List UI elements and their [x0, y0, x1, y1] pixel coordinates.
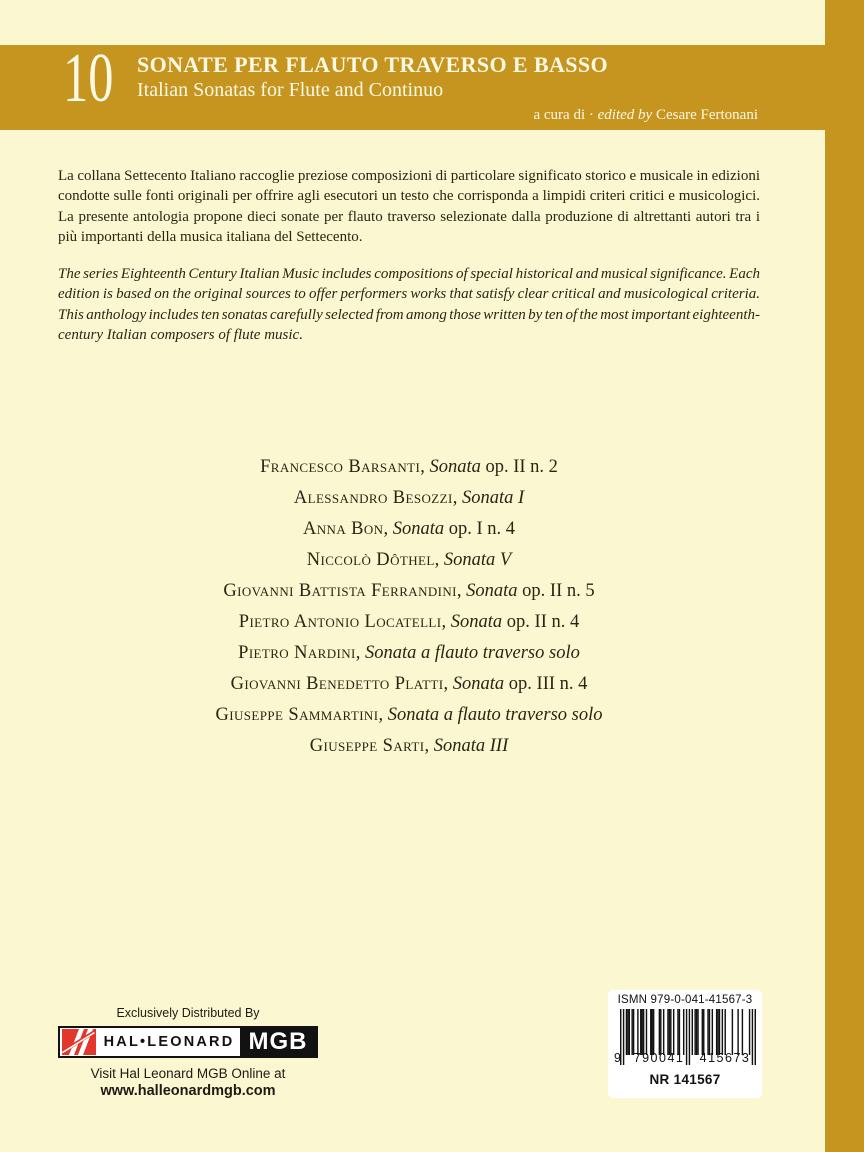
- work-title-italic: Sonata a flauto traverso solo: [387, 705, 603, 725]
- composer-name: Giuseppe Sammartini: [215, 705, 379, 725]
- visit-line: Visit Hal Leonard MGB Online at: [90, 1066, 286, 1081]
- work-title-italic: Sonata: [450, 612, 503, 632]
- work-title-italic: Sonata: [452, 674, 505, 694]
- credit-prefix: a cura di ·: [533, 107, 598, 123]
- work-title-italic: Sonata I: [461, 488, 525, 508]
- catalog-number: NR 141567: [649, 1072, 721, 1087]
- paragraph-line: The series Eighteenth Century Italian Music includes compositions of special historical and musical significance. Each: [58, 266, 760, 282]
- edition-number: 10: [63, 40, 114, 117]
- work-item: Niccolò Dôthel, Sonata V: [306, 550, 512, 570]
- work-item: Pietro Nardini, Sonata a flauto traverso solo: [238, 643, 580, 663]
- work-title-italic: Sonata: [429, 457, 481, 477]
- paragraph-line: edition is based on the original sources to offer performers works that satisfy clear critical and musicological criteria.: [58, 286, 760, 303]
- work-title-roman: op. III n. 4: [504, 674, 588, 694]
- composer-name: Anna Bon: [302, 519, 384, 539]
- composer-name: Giovanni Battista Ferrandini: [223, 581, 457, 601]
- credit-editor-name: Cesare Fertonani: [652, 107, 758, 123]
- work-title-roman: op. II n. 2: [480, 457, 558, 477]
- work-title-italic: Sonata: [392, 519, 445, 539]
- work-item: Giovanni Benedetto Platti, Sonata op. III n. 4: [230, 674, 588, 694]
- work-item: Giovanni Battista Ferrandini, Sonata op. II n. 5: [223, 581, 595, 601]
- credit-edited-by: edited by: [597, 107, 653, 123]
- title-block: [137, 52, 608, 103]
- mgb-badge: MGB: [240, 1028, 316, 1056]
- paragraph-line: century Italian composers of flute music.: [58, 326, 303, 343]
- barcode-digit-lead: 9: [614, 1051, 621, 1065]
- work-item: Francesco Barsanti, Sonata op. II n. 2: [260, 457, 558, 477]
- composer-name: Giuseppe Sarti: [309, 736, 425, 756]
- work-item: Anna Bon, Sonata op. I n. 4: [302, 519, 516, 539]
- work-title-italic: Sonata III: [433, 736, 509, 756]
- paragraph-line: condotte sulle fonti originali per offrire agli esecutori un testo che corrisponda a limpidi criteri critici e musicologici.: [58, 188, 760, 205]
- page-title: SONATE PER FLAUTO TRAVERSO E BASSO: [137, 52, 609, 77]
- paragraph-line: più importanti della musica italiana del Settecento.: [58, 228, 363, 245]
- work-item: Alessandro Besozzi, Sonata I: [293, 488, 525, 508]
- works-list: [58, 452, 760, 762]
- work-title-roman: op. I n. 4: [444, 519, 516, 539]
- barcode-digits: [614, 1051, 758, 1065]
- distributor-heading: Exclusively Distributed By: [116, 1006, 260, 1020]
- work-title-roman: op. II n. 5: [517, 581, 595, 601]
- intro-paragraph-italian: [58, 166, 760, 247]
- paragraph-line: La presente antologia propone dieci sonate per flauto traverso selezionate dalla produzione di altrettanti autori tra i: [58, 208, 760, 225]
- paragraph-line: La collana Settecento Italiano raccoglie preziose composizioni di particolare significato storico e musicale in edizioni: [58, 168, 760, 184]
- editor-credit: [533, 107, 758, 124]
- work-item: Giuseppe Sammartini, Sonata a flauto traverso solo: [215, 705, 603, 725]
- composer-name: Niccolò Dôthel: [306, 550, 435, 570]
- work-item: Pietro Antonio Locatelli, Sonata op. II n. 4: [238, 612, 580, 632]
- hal-leonard-wordmark: HAL•LEONARD: [103, 1034, 235, 1050]
- work-item: Giuseppe Sarti, Sonata III: [309, 736, 509, 756]
- composer-name: Alessandro Besozzi: [293, 488, 453, 508]
- composer-name: Francesco Barsanti: [260, 457, 421, 477]
- website-url: www.halleonardmgb.com: [100, 1083, 276, 1099]
- work-title-italic: Sonata: [466, 581, 518, 601]
- ismn-number: ISMN 979-0-041-41567-3: [617, 994, 753, 1006]
- barcode-box: [608, 990, 762, 1098]
- work-title-italic: Sonata a flauto traverso solo: [365, 643, 580, 663]
- work-title-roman: op. II n. 4: [502, 612, 580, 632]
- work-title-italic: Sonata V: [443, 550, 512, 570]
- composer-name: Pietro Antonio Locatelli: [238, 612, 442, 632]
- barcode-digit-group-1: 790041: [633, 1051, 685, 1065]
- intro-paragraph-english: [58, 264, 760, 345]
- composer-name: Giovanni Benedetto Platti: [230, 674, 444, 694]
- paragraph-line: This anthology includes ten sonatas carefully selected from among those written by ten of the most important eighteenth-: [58, 306, 760, 323]
- right-gold-stripe: [825, 0, 864, 1152]
- composer-name: Pietro Nardini: [238, 643, 356, 663]
- distributor-block: [58, 1005, 318, 1100]
- hal-leonard-logo-icon: [60, 1028, 98, 1056]
- barcode-digit-group-2: 415673: [699, 1051, 751, 1065]
- page-subtitle: Italian Sonatas for Flute and Continuo: [137, 79, 444, 101]
- hal-leonard-mgb-logo: [58, 1026, 318, 1058]
